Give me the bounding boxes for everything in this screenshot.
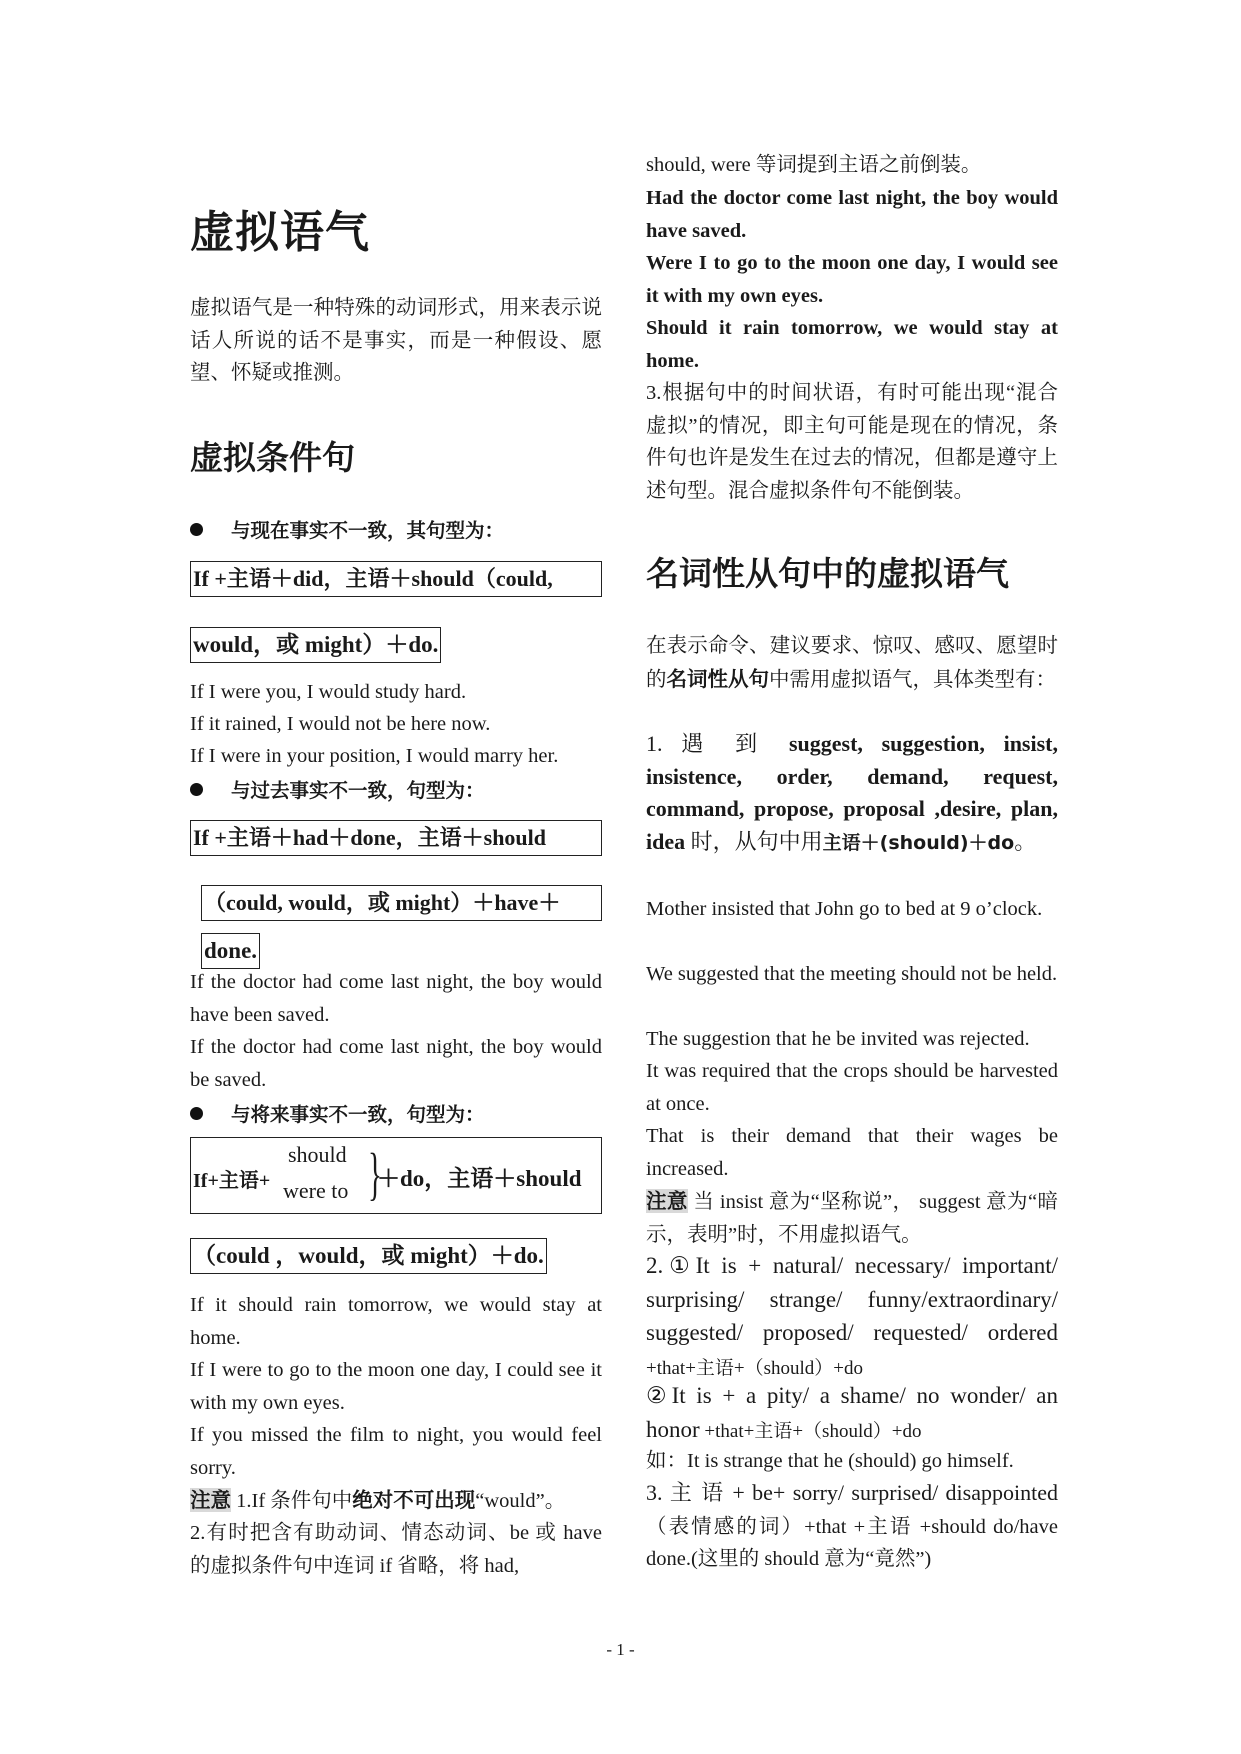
example-sentence: If you missed the film to night, you would feel sorry.: [190, 1424, 602, 1479]
formula-option-should: should: [288, 1142, 347, 1167]
bullet-present: [190, 515, 504, 543]
section-heading-noun-clause: 名词性从句中的虚拟语气: [646, 554, 1009, 593]
rule-1: [646, 728, 1058, 859]
note-paragraph: 3.根据句中的时间状语，有时可能出现“混合虚拟”的情况，即主句可能是现在的情况，条件句也许是发生在过去的情况，但都是遵守上述句型。混合虚拟条件句不能倒装。: [646, 382, 1058, 502]
rule-3: [646, 1477, 1058, 1576]
bullet-dot-icon: [190, 783, 203, 796]
rule-formula: +that+主语+（should）+do: [646, 1357, 864, 1379]
formula-lead: If+主语+: [193, 1170, 271, 1192]
bullet-label: 与过去事实不一致，句型为：: [231, 779, 485, 802]
continued-text: should, were 等词提到主语之前倒装。: [646, 154, 982, 176]
example-sentence: It was required that the crops should be harvested at once.: [646, 1060, 1058, 1115]
note-text: 当 insist 意为“坚称说”， suggest 意为“暗示，表明”时，不用虚拟语气。: [646, 1191, 1058, 1246]
example-sentence: The suggestion that he be invited was rejected.: [646, 1028, 1030, 1050]
example-sentence: If it rained, I would not be here now.: [190, 713, 491, 735]
example-sentence: If the doctor had come last night, the boy would be saved.: [190, 1036, 602, 1091]
note-paragraph: [190, 1484, 602, 1518]
bullet-dot-icon: [190, 1107, 203, 1120]
rule-formula: 主语＋(should)＋do: [822, 831, 1015, 854]
rule-text: 。: [1014, 828, 1037, 854]
rule-2: [646, 1250, 1058, 1385]
bold-example: Were I to go to the moon one day, I would see it with my own eyes.: [646, 252, 1058, 307]
note-paragraph: [646, 1185, 1058, 1251]
note-emphasis: 绝对不可出现: [352, 1488, 476, 1512]
formula-present-line2: would，或 might）＋do.: [190, 627, 441, 663]
example-sentence: If I were in your position, I would marry her.: [190, 745, 559, 767]
rule-text: （表情感的词）+that +主语 +should do/have done.(这里的 should 意为“竟然”): [646, 1515, 1058, 1570]
rule-text: 3. 主 语 + be+ sorry/ surprised/ disappointed: [646, 1480, 1058, 1505]
example-sentence: If I were to go to the moon one day, I could see it with my own eyes.: [190, 1359, 602, 1414]
intro-text: 中需用虚拟语气，具体类型有：: [769, 668, 1056, 691]
intro-text: 在表示命令、建议要求、惊叹、感叹、愿望时的: [646, 635, 1058, 691]
rule-text: ②It is + a pity/ a shame/ no wonder/ an honor: [646, 1383, 1058, 1442]
bold-example: Had the doctor come last night, the boy would have saved.: [646, 187, 1058, 242]
intro-paragraph: [646, 630, 1058, 696]
rule-text: 1. 遇 到: [646, 731, 789, 756]
bullet-past: [190, 775, 485, 803]
bullet-label: 与将来事实不一致，句型为：: [231, 1103, 485, 1126]
example-sentence: If it should rain tomorrow, we would stay at home.: [190, 1294, 602, 1349]
rule-text: 时，从句中用: [685, 828, 823, 854]
example-sentence: That is their demand that their wages be increased.: [646, 1125, 1058, 1180]
example-sentence: 如：It is strange that he (should) go himself.: [646, 1450, 1014, 1472]
formula-future-line2: （could ，would，或 might）＋do.: [190, 1238, 547, 1274]
rule-text: 2.①It is + natural/ necessary/ important/ surprising/ strange/ funny/extraordinary/ suggested/ proposed/ requested/ ordered: [646, 1253, 1058, 1345]
bullet-dot-icon: [190, 523, 203, 536]
formula-tail: ＋do，主语＋should: [377, 1166, 582, 1191]
note-text: 1.If 条件句中: [231, 1490, 353, 1512]
note-paragraph: 2.有时把含有助动词、情态动词、be 或 have 的虚拟条件句中连词 if 省略，将 had,: [190, 1522, 602, 1577]
formula-option-were-to: were to: [283, 1178, 349, 1203]
note-label: 注意: [190, 1488, 231, 1512]
intro-paragraph: 虚拟语气是一种特殊的动词形式，用来表示说话人所说的话不是事实，而是一种假设、愿望、怀疑或推测。: [190, 297, 602, 384]
example-sentence: We suggested that the meeting should not be held.: [646, 963, 1058, 985]
page-number: - 1 -: [606, 1640, 635, 1659]
bold-example: Should it rain tomorrow, we would stay at home.: [646, 317, 1058, 372]
rule-formula: +that+主语+（should）+do: [699, 1420, 922, 1442]
bullet-future: [190, 1099, 485, 1127]
note-text: “would”。: [475, 1490, 566, 1512]
brace-icon: }: [367, 1141, 382, 1206]
formula-past-line2: （could, would，或 might）＋have＋: [201, 885, 602, 921]
formula-present-line1: If +主语＋did，主语＋should（could,: [190, 561, 602, 597]
formula-past-line3: done.: [201, 933, 260, 969]
intro-emphasis: 名词性从句: [666, 666, 769, 691]
formula-past-line1: If +主语＋had＋done，主语＋should: [190, 820, 602, 856]
rule-keywords: suggest, suggestion, insist, insistence, order, demand, request, command, propose, proposal ,desire, plan, idea: [646, 731, 1058, 854]
example-sentence: Mother insisted that John go to bed at 9 o’clock.: [646, 898, 1043, 920]
note-label: 注意: [646, 1189, 688, 1213]
rule-2b: [646, 1380, 1058, 1448]
example-sentence: If I were you, I would study hard.: [190, 681, 467, 703]
bullet-label: 与现在事实不一致，其句型为：: [231, 519, 505, 542]
page-title: 虚拟语气: [190, 207, 370, 258]
section-heading-conditional: 虚拟条件句: [190, 438, 355, 477]
formula-future-line1: [190, 1137, 602, 1214]
example-sentence: If the doctor had come last night, the boy would have been saved.: [190, 971, 602, 1026]
